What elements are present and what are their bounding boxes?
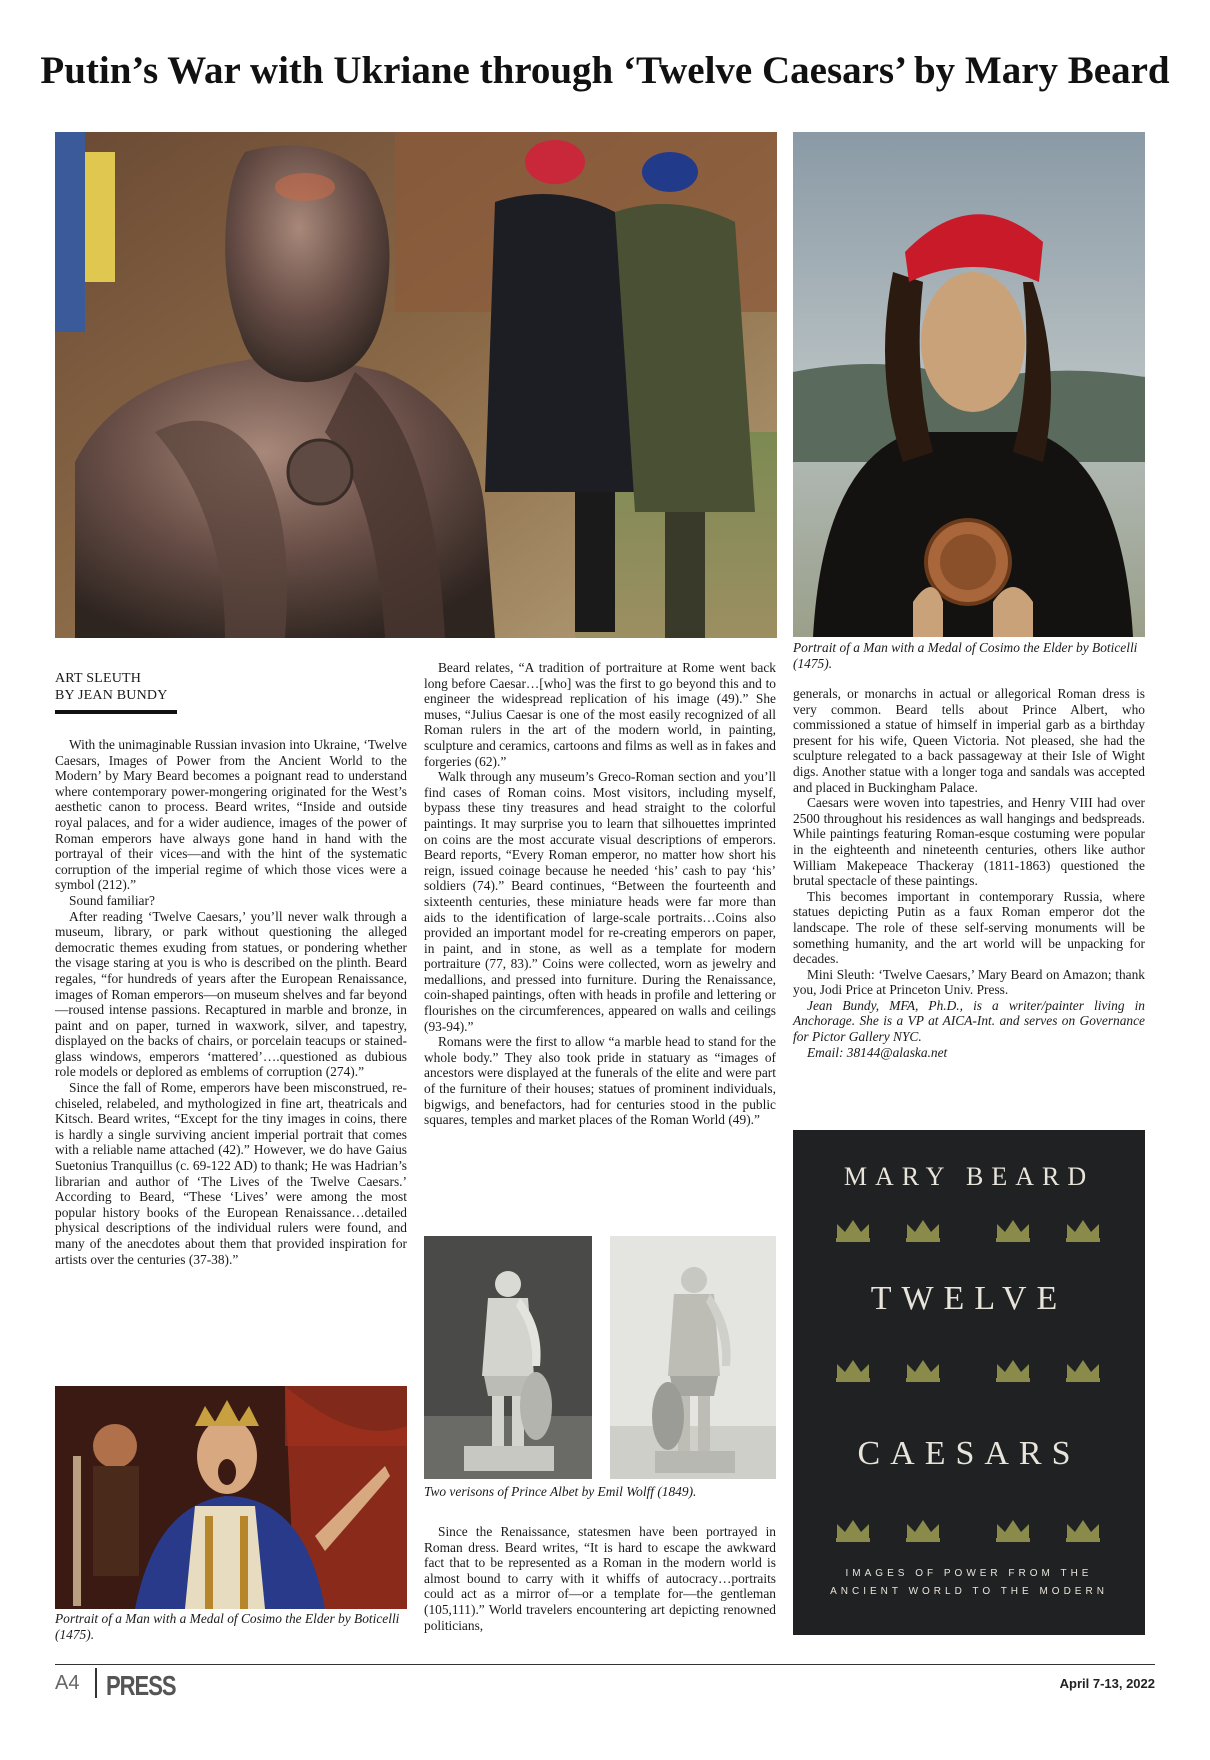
byline-rule bbox=[55, 710, 177, 714]
bust-photo bbox=[55, 132, 777, 638]
byline bbox=[55, 670, 168, 704]
column-name: ART SLEUTH bbox=[55, 671, 142, 686]
headline: Putin’s War with Ukriane through ‘Twelve Caesars’ by Mary Beard bbox=[40, 49, 1170, 92]
book-cover bbox=[793, 1130, 1145, 1635]
author-signature bbox=[793, 998, 1145, 1060]
book-subtitle-line-2: ANCIENT WORLD TO THE MODERN bbox=[830, 1586, 1108, 1597]
paragraph: Walk through any museum’s Greco-Roman section and you’ll find cases of Roman coins. Most visitors, including myself, bypass these tiny treasures and head straight to the colorful paintings. It may surprise you to learn that silhouettes imprinted on coins are the most accurate visual descriptions of emperors. Beard reports, “Every Roman emperor, no matter how short his reign, issued coinage because he needed ‘his’ cash to pay ‘his’ soldiers (74).” Beard continues, “Between the fourteenth and sixteenth centuries, these miniature heads were far more than aids to the identification of large-scale portraits…Coins also provided an important model for re-creating emperors on paper, in paint, and in stone, as well as a template for modern portraiture (77, 83).” Coins were collected, worn as jewelry and medallions, and pressed into furniture. During the Renaissance, coin-shaped paintings, often with heads in profile and lettering or flourishes on the circumferences, appeared on walls and ceilings (93-94).” bbox=[424, 769, 776, 1034]
author-name: BY JEAN BUNDY bbox=[55, 688, 168, 703]
footer-separator bbox=[95, 1668, 97, 1698]
paragraph: After reading ‘Twelve Caesars,’ you’ll never walk through a museum, library, or park without questioning the alleged democratic themes exuding from statues, or pondering whether the visage staring at you is who is described on the plinth. Beard regales, “for hundreds of years after the European Renaissance, images of Roman emperors—on museum shelves and far beyond—roused intense passions. Recaptured in marble and bronze, in paint and on paper, turned in waxwork, silver, and tapestry, displayed on the backs of chairs, or porcelain teacups or stained-glass windows, emperors ‘mattered’….questioned as dubious role models or deplored as emblems of corruption (274).” bbox=[55, 908, 407, 1080]
botticelli-caption: Portrait of a Man with a Medal of Cosimo the Elder by Boticelli (1475). bbox=[793, 640, 1138, 671]
film-still-caption: Portrait of a Man with a Medal of Cosimo the Elder by Boticelli (1475). bbox=[55, 1611, 400, 1642]
column-3 bbox=[793, 686, 1145, 1060]
paragraph: Sound familiar? bbox=[69, 892, 155, 908]
film-still-photo bbox=[55, 1386, 407, 1609]
book-title-line-1: TWELVE bbox=[870, 1280, 1068, 1317]
column-2 bbox=[424, 660, 776, 1128]
statues-caption: Two verisons of Prince Albet by Emil Wolff (1849). bbox=[424, 1484, 697, 1499]
paragraph: This becomes important in contemporary Russia, where statues depicting Putin as a faux Roman emperor dot the landscape. The role of these self-serving monuments will be something humanity, and the art world will be unpacking for decades. bbox=[793, 888, 1145, 967]
author-bio: Jean Bundy, MFA, Ph.D., is a writer/painter living in Anchorage. She is a VP at AICA-Int. and serves on Governance for Pictor Gallery NYC. bbox=[793, 997, 1145, 1045]
page-number: A4 bbox=[55, 1672, 80, 1694]
author-email: Email: 38144@alaska.net bbox=[807, 1044, 948, 1060]
paragraph: Beard relates, “A tradition of portraiture at Rome went back long before Caesar…[who] was the first to go beyond this and to engineer the widespread replication of his image (49).” She muses, “Julius Caesar is one of the most easily recognized of all Roman rulers in the art of the modern world, in painting, sculpture and ceramics, cartoons and films as well as in fakes and forgeries (62).” bbox=[424, 660, 776, 769]
paragraph: Mini Sleuth: ‘Twelve Caesars,’ Mary Beard on Amazon; thank you, Jodi Price at Princeton Univ. Press. bbox=[793, 966, 1145, 998]
book-title-line-2: CAESARS bbox=[857, 1435, 1081, 1472]
column-1 bbox=[55, 737, 407, 1267]
issue-date: April 7-13, 2022 bbox=[1059, 1676, 1155, 1691]
press-logo: PRESS bbox=[106, 1670, 176, 1702]
paragraph: Caesars were woven into tapestries, and Henry VIII had over 2500 throughout his residences as wall hangings and bedspreads. While paintings featuring Roman-esque costuming were popular in the eighteenth and nineteenth centuries, others like author William Makepeace Thackeray (1811-1863) questioned the brutal spectacle of these paintings. bbox=[793, 795, 1145, 889]
paragraph: Since the Renaissance, statesmen have been portrayed in Roman dress. Beard writes, “It is hard to escape the awkward fact that to be represented as a Roman in the modern world is almost bound to carry with it whiffs of autocracy…portraits could act as a mirror of—or a template for—the gentleman (105,111).” World travelers encountering art depicting renowned politicians, bbox=[424, 1524, 776, 1633]
paragraph: With the unimaginable Russian invasion into Ukraine, ‘Twelve Caesars, Images of Power from the Ancient World to the Modern’ by Mary Beard becomes a poignant read to understand where contemporary power-mongering originated for the West’s aesthetic canon to process. Beard writes, “Inside and outside royal palaces, and for a wider audience, images of the power of Roman emperors have always gone hand in hand with the portrayal of their vices—and with the hint of the systematic corruption of the imperial regime of which those vices were a symbol (212).” bbox=[55, 737, 407, 893]
book-author: MARY BEARD bbox=[843, 1162, 1095, 1191]
paragraph: Since the fall of Rome, emperors have been misconstrued, re-chiseled, relabeled, and mythologized in fine art, theatricals and Kitsch. Beard writes, “Except for the tiny images in coins, there is hardly a single surviving ancient imperial portrait that comes with a reliable name attached (42).” However, we do have Gaius Suetonius Tranquillus (c. 69-122 AD) to thank; He was Hadrian’s librarian and author of ‘The Lives of the Twelve Caesars.’ According to Beard, “These ‘Lives’ were among the most popular history books of the European Renaissance…detailed physical descriptions of the individual rulers were found, and many of the anecdotes about them that provided inspiration for artists over the centuries (37-38).” bbox=[55, 1080, 407, 1267]
paragraph: Romans were the first to allow “a marble head to stand for the whole body.” They also took pride in statuary as “images of ancestors were displayed at the funerals of the elite and were part of the furniture of their houses; statues of prominent individuals, bigwigs, and benefactors, had for centuries stood in the public squares, temples and market places of the Roman World (49).” bbox=[424, 1034, 776, 1128]
paragraph: generals, or monarchs in actual or allegorical Roman dress is very common. Beard tells about Prince Albert, who commissioned a statue of himself in imperial garb as a birthday present for his wife, Queen Victoria. Not pleased, she had the sculpture relegated to a back passageway at their Isle of Wight digs. Another statue with a longer toga and sandals was accepted and placed in Buckingham Palace. bbox=[793, 686, 1145, 795]
statue-photo-right bbox=[610, 1236, 776, 1479]
botticelli-portrait bbox=[793, 132, 1145, 637]
footer-rule bbox=[55, 1664, 1155, 1665]
column-2-continued bbox=[424, 1524, 776, 1633]
book-subtitle-line-1: IMAGES OF POWER FROM THE bbox=[845, 1568, 1093, 1579]
statue-photo-left bbox=[424, 1236, 592, 1479]
